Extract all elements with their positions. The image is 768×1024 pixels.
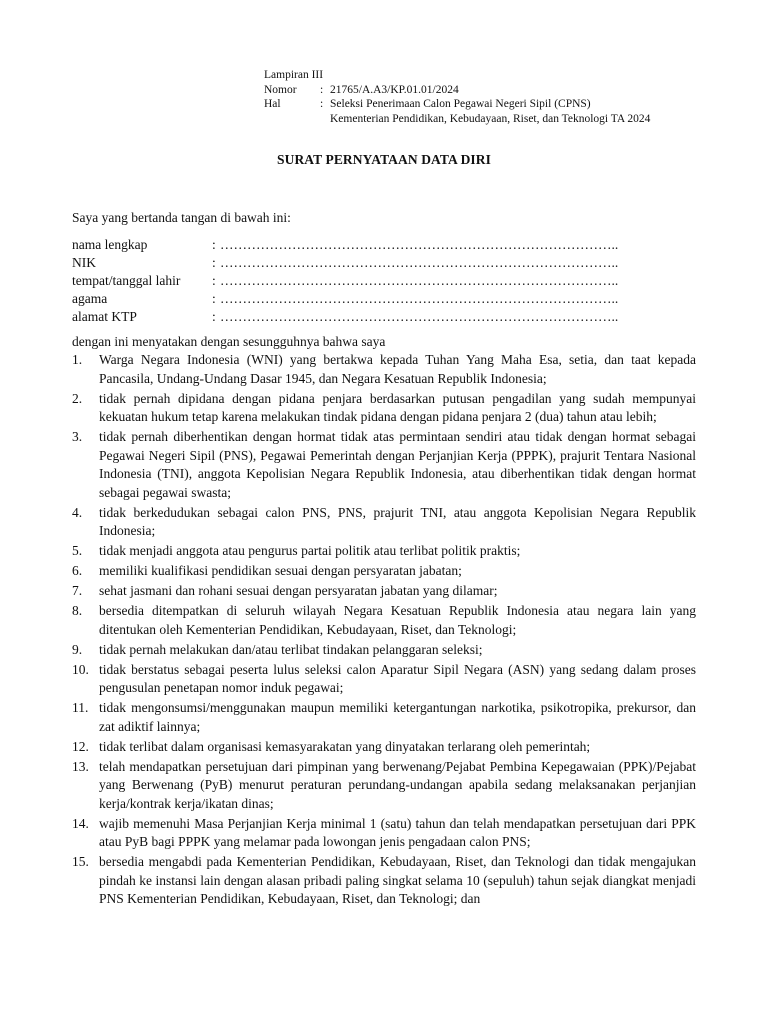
nomor-label: Nomor bbox=[264, 83, 297, 96]
item-number: 9. bbox=[72, 641, 83, 657]
item-number: 5. bbox=[72, 543, 83, 558]
item-number: 10. bbox=[72, 661, 89, 677]
item-text: tidak mengonsumsi/menggunakan maupun memiliki ketergantungan narkotika, psikotropika, prekursor, dan zat adiktif lainnya; bbox=[99, 700, 696, 734]
item-text: bersedia mengabdi pada Kementerian Pendidikan, Kebudayaan, Riset, dan Teknologi dan tidak mengajukan pindah ke instansi lain dengan alasan pribadi paling singkat selama 10 (sepuluh) tahun sejak diangkat menjadi PNS Kementerian Pendidikan, Kebudayaan, Riset, dan Teknologi; dan bbox=[99, 854, 696, 906]
list-item bbox=[72, 582, 696, 601]
item-number: 14. bbox=[72, 815, 89, 831]
declaration-text: dengan ini menyatakan dengan sesungguhnya bahwa saya bbox=[72, 334, 386, 349]
item-text: tidak pernah diberhentikan dengan hormat tidak atas permintaan sendiri atau tidak dengan hormat sebagai Pegawai Negeri Sipil (PNS), Pegawai Pemerintah dengan Perjanjian Kerja (PPPK), prajurit Tentara Nasional Indonesia (TNI), anggota Kepolisian Negara Republik Indonesia, atau diberhentikan tidak dengan hormat sebagai pegawai swasta; bbox=[99, 429, 696, 500]
item-text: tidak berkedudukan sebagai calon PNS, PNS, prajurit TNI, atau anggota Kepolisian Negara Republik Indonesia; bbox=[99, 504, 696, 538]
field-label: NIK bbox=[72, 255, 96, 270]
item-text: tidak terlibat dalam organisasi kemasyarakatan yang dinyatakan terlarang oleh pemerintah; bbox=[99, 738, 591, 754]
field-colon: : bbox=[212, 255, 216, 270]
item-text: Warga Negara Indonesia (WNI) yang bertakwa kepada Tuhan Yang Maha Esa, setia, dan taat kepada Pancasila, Undang-Undang Dasar 1945, dan Negara Kesatuan Republik Indonesia; bbox=[99, 352, 696, 386]
list-item bbox=[72, 641, 696, 660]
list-item bbox=[72, 699, 696, 736]
item-number: 7. bbox=[72, 583, 83, 598]
item-text: tidak menjadi anggota atau pengurus partai politik atau terlibat politik praktis; bbox=[99, 543, 521, 558]
list-item bbox=[72, 815, 696, 852]
item-text: tidak pernah dipidana dengan pidana penjara berdasarkan putusan pengadilan yang sudah mempunyai kekuatan hukum tetap karena melakukan tindak pidana dengan pidana penjara 2 (dua) tahun atau lebih; bbox=[99, 390, 696, 424]
statement-list bbox=[72, 351, 696, 910]
intro-text: Saya yang bertanda tangan di bawah ini: bbox=[72, 210, 291, 225]
field-blank: …………………………………………………………………………….. bbox=[220, 309, 619, 324]
item-number: 11. bbox=[72, 700, 89, 715]
field-row-agama bbox=[72, 290, 696, 308]
hal-separator: : bbox=[320, 98, 324, 110]
field-blank: …………………………………………………………………………….. bbox=[220, 237, 619, 252]
field-label: agama bbox=[72, 291, 108, 306]
list-item bbox=[72, 738, 696, 757]
item-number: 3. bbox=[72, 429, 83, 444]
list-item bbox=[72, 542, 696, 561]
list-item bbox=[72, 758, 696, 814]
item-number: 4. bbox=[72, 504, 83, 520]
lampiran-label: Lampiran III bbox=[264, 69, 324, 81]
field-row-nik bbox=[72, 254, 696, 272]
list-item bbox=[72, 853, 696, 909]
item-text: telah mendapatkan persetujuan dari pimpinan yang berwenang/Pejabat Pembina Kepegawaian (PPK)/Pejabat yang Berwenang (PyB) menurut peraturan perundang-undangan apabila sedang melaksanakan perjanjian kerja/kontrak kerja/ikatan dinas; bbox=[99, 758, 696, 811]
field-colon: : bbox=[212, 291, 216, 306]
field-row-alamat bbox=[72, 308, 696, 326]
hal-label: Hal bbox=[264, 98, 281, 110]
item-number: 1. bbox=[72, 352, 83, 367]
nomor-separator: : bbox=[320, 83, 324, 96]
field-blank: …………………………………………………………………………….. bbox=[220, 291, 619, 306]
item-number: 13. bbox=[72, 758, 89, 774]
item-number: 12. bbox=[72, 738, 89, 754]
list-item bbox=[72, 428, 696, 502]
list-item bbox=[72, 602, 696, 639]
item-text: wajib memenuhi Masa Perjanjian Kerja minimal 1 (satu) tahun dan telah mendapatkan persetujuan dari PPK atau PyB bagi PPPK yang melamar pada lowongan jenis pengadaan calon PNS; bbox=[99, 815, 696, 849]
nomor-value: 21765/A.A3/KP.01.01/2024 bbox=[330, 83, 459, 96]
item-number: 2. bbox=[72, 390, 83, 406]
list-item bbox=[72, 504, 696, 541]
field-colon: : bbox=[212, 273, 216, 288]
field-label: alamat KTP bbox=[72, 309, 137, 324]
item-text: sehat jasmani dan rohani sesuai dengan persyaratan jabatan yang dilamar; bbox=[99, 583, 498, 598]
nomor-row bbox=[264, 83, 650, 98]
field-row-ttl bbox=[72, 272, 696, 290]
list-item bbox=[72, 390, 696, 427]
field-blank: …………………………………………………………………………….. bbox=[220, 273, 619, 288]
field-blank: …………………………………………………………………………….. bbox=[220, 255, 619, 270]
item-number: 8. bbox=[72, 603, 83, 618]
hal-row bbox=[264, 97, 650, 126]
lampiran-row bbox=[264, 68, 650, 83]
item-text: bersedia ditempatkan di seluruh wilayah Negara Kesatuan Republik Indonesia atau negara lain yang ditentukan oleh Kementerian Pendidikan, Kebudayaan, Riset, dan Teknologi; bbox=[99, 603, 696, 637]
item-number: 15. bbox=[72, 854, 89, 869]
list-item bbox=[72, 562, 696, 581]
item-number: 6. bbox=[72, 563, 83, 578]
list-item bbox=[72, 661, 696, 698]
field-colon: : bbox=[212, 237, 216, 252]
personal-data-fields bbox=[72, 236, 696, 326]
hal-value bbox=[330, 97, 650, 126]
field-row-nama bbox=[72, 236, 696, 254]
hal-line-2: Kementerian Pendidikan, Kebudayaan, Riset, dan Teknologi TA 2024 bbox=[330, 112, 651, 125]
item-text: tidak pernah melakukan dan/atau terlibat tindakan pelanggaran seleksi; bbox=[99, 641, 483, 657]
list-item bbox=[72, 351, 696, 388]
document-title: SURAT PERNYATAAN DATA DIRI bbox=[276, 152, 491, 167]
item-text: tidak berstatus sebagai peserta lulus seleksi calon Aparatur Sipil Negara (ASN) yang sedang dalam proses pengusulan penetapan nomor induk pegawai; bbox=[99, 661, 696, 695]
letter-header bbox=[264, 68, 650, 126]
field-colon: : bbox=[212, 309, 216, 324]
item-text: memiliki kualifikasi pendidikan sesuai dengan persyaratan jabatan; bbox=[99, 563, 462, 578]
field-label: nama lengkap bbox=[72, 237, 148, 252]
hal-line-1: Seleksi Penerimaan Calon Pegawai Negeri Sipil (CPNS) bbox=[330, 98, 591, 110]
field-label: tempat/tanggal lahir bbox=[72, 273, 181, 288]
